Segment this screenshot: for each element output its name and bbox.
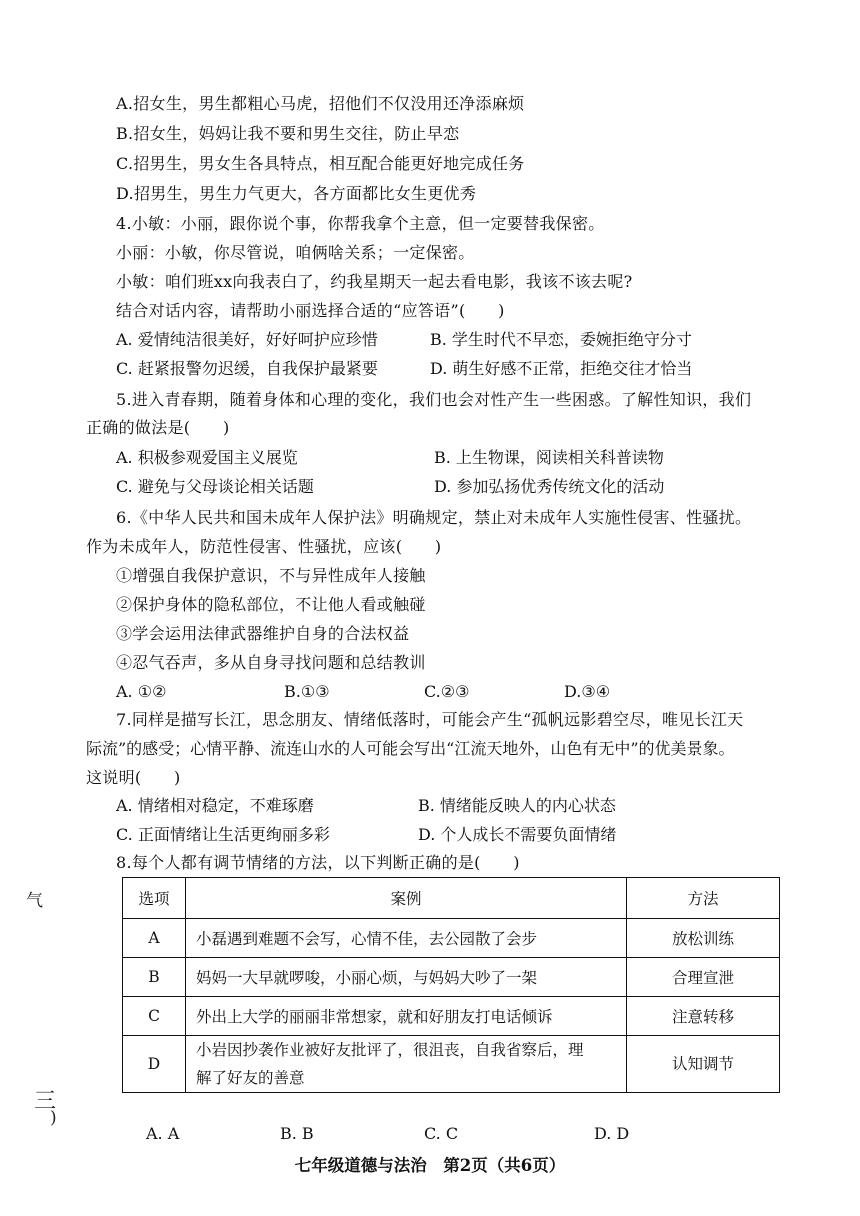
q3-option-b: B.招女生，妈妈让我不要和男生交往，防止早恋 (116, 124, 460, 143)
margin-mark-2: 三 (34, 1089, 57, 1114)
q7-line-3: 这说明( ) (86, 768, 181, 787)
q8-stem: 8.每个人都有调节情绪的方法，以下判断正确的是( ) (116, 853, 520, 872)
q8-option-b: B. B (280, 1124, 314, 1143)
table-cell-case: 小磊遇到难题不会写，心情不佳，去公园散了会步 (186, 919, 627, 958)
q5-option-b: B. 上生物课，阅读相关科普读物 (434, 448, 664, 467)
table-cell-option: D (123, 1036, 186, 1093)
table-cell-case: 外出上大学的丽丽非常想家，就和好朋友打电话倾诉 (186, 997, 627, 1036)
q6-option-a: A. ①② (116, 682, 167, 701)
q6-line-1: 6.《中华人民共和国未成年人保护法》明确规定，禁止对未成年人实施性侵害、性骚扰。 (116, 508, 752, 527)
table-cell-method: 合理宣泄 (627, 958, 780, 997)
q3-option-d: D.招男生，男生力气更大，各方面都比女生更优秀 (116, 184, 477, 203)
table-cell-option: B (123, 958, 186, 997)
table-cell-method: 注意转移 (627, 997, 780, 1036)
q4-line-1: 4.小敏：小丽，跟你说个事，你帮我拿个主意，但一定要替我保密。 (116, 214, 605, 233)
q7-option-a: A. 情绪相对稳定，不难琢磨 (116, 796, 314, 815)
margin-mark-3: ) (50, 1108, 57, 1128)
table-cell-option: C (123, 997, 186, 1036)
q5-option-a: A. 积极参观爱国主义展览 (116, 448, 298, 467)
q4-option-b: B. 学生时代不早恋，委婉拒绝守分寸 (430, 330, 692, 349)
q6-line-2: 作为未成年人，防范性侵害、性骚扰，应该( ) (86, 537, 442, 556)
q7-option-d: D. 个人成长不需要负面情绪 (418, 825, 617, 844)
q7-line-2: 际流”的感受；心情平静、流连山水的人可能会写出“江流天地外，山色有无中”的优美景象。 (86, 739, 735, 758)
table-cell-method: 认知调节 (627, 1036, 780, 1093)
table-row (123, 958, 780, 997)
table-row (123, 1036, 780, 1093)
q6-option-d: D.③④ (564, 682, 611, 701)
q8-option-d: D. D (594, 1124, 630, 1143)
table-row (123, 997, 780, 1036)
q6-option-c: C.②③ (424, 682, 470, 701)
q8-option-a: A. A (146, 1124, 180, 1143)
q7-line-1: 7.同样是描写长江，思念朋友、情绪低落时，可能会产生“孤帆远影碧空尽，唯见长江天 (116, 710, 744, 729)
table-header-case: 案例 (186, 878, 627, 919)
q8-option-c: C. C (424, 1124, 459, 1143)
margin-mark-1: 气 (26, 891, 43, 911)
q7-option-c: C. 正面情绪让生活更绚丽多彩 (116, 825, 330, 844)
q5-option-c: C. 避免与父母谈论相关话题 (116, 477, 314, 496)
table-cell-case-line-2: 解了好友的善意 (196, 1069, 305, 1087)
q5-option-d: D. 参加弘扬优秀传统文化的活动 (434, 477, 665, 496)
table-cell-method: 放松训练 (627, 919, 780, 958)
table-header-option: 选项 (123, 878, 186, 919)
q3-option-c: C.招男生，男女生各具特点，相互配合能更好地完成任务 (116, 154, 525, 173)
q8-table (122, 877, 780, 1093)
q4-option-c: C. 赶紧报警勿迟缓，自我保护最紧要 (116, 359, 378, 378)
q4-option-a: A. 爱情纯洁很美好，好好呵护应珍惜 (116, 330, 378, 349)
table-header-method: 方法 (627, 878, 780, 919)
q4-stem: 结合对话内容，请帮助小丽选择合适的“应答语”( ) (116, 301, 505, 320)
table-header-row (123, 878, 780, 919)
q6-item-4: ④忍气吞声，多从自身寻找问题和总结教训 (116, 653, 426, 672)
page-footer: 七年级道德与法治 第2页（共6页） (294, 1156, 566, 1175)
q5-line-2: 正确的做法是( ) (86, 418, 230, 437)
q6-item-1: ①增强自我保护意识，不与异性成年人接触 (116, 566, 426, 585)
q4-option-d: D. 萌生好感不正常，拒绝交往才恰当 (430, 359, 693, 378)
table-cell-option: A (123, 919, 186, 958)
q7-option-b: B. 情绪能反映人的内心状态 (418, 796, 616, 815)
table-row (123, 919, 780, 958)
q6-item-2: ②保护身体的隐私部位，不让他人看或触碰 (116, 595, 426, 614)
q6-item-3: ③学会运用法律武器维护自身的合法权益 (116, 624, 410, 643)
q5-line-1: 5.进入青春期，随着身体和心理的变化，我们也会对性产生一些困惑。了解性知识，我们 (116, 390, 752, 409)
q4-line-2: 小丽：小敏，你尽管说，咱俩啥关系；一定保密。 (116, 243, 475, 262)
q4-line-3: 小敏：咱们班xx向我表白了，约我星期天一起去看电影，我该不该去呢? (116, 272, 633, 291)
q3-option-a: A.招女生，男生都粗心马虎，招他们不仅没用还净添麻烦 (116, 94, 525, 113)
table-cell-case-line-1: 小岩因抄袭作业被好友批评了，很沮丧，自我省察后，理 (196, 1041, 584, 1059)
table-cell-case (186, 1036, 627, 1093)
table-cell-case: 妈妈一大早就啰唆，小丽心烦，与妈妈大吵了一架 (186, 958, 627, 997)
q6-option-b: B.①③ (284, 682, 330, 701)
